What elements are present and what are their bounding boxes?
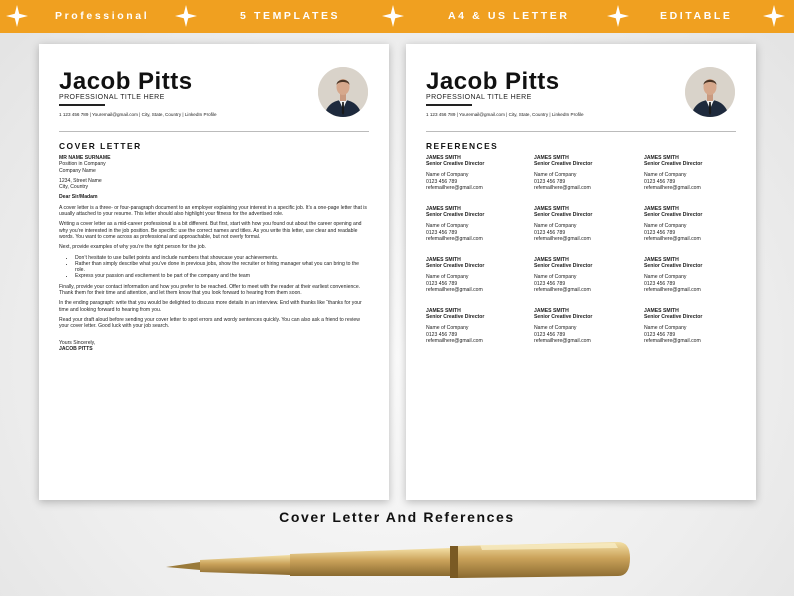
reference-phone: 0123 456 789 <box>644 229 676 236</box>
reference-email: refemailhere@gmail.com <box>426 286 483 293</box>
reference-email: refemailhere@gmail.com <box>534 337 591 344</box>
reference-entry <box>534 155 644 191</box>
signature: JACOB PITTS <box>59 345 93 352</box>
reference-phone: 0123 456 789 <box>426 280 458 287</box>
banner-label-professional: Professional <box>55 10 150 22</box>
reference-name: JAMES SMITH <box>644 155 679 161</box>
reference-entry <box>426 308 534 344</box>
reference-entry <box>644 206 744 242</box>
street-address: 1234, Street Name <box>59 177 102 184</box>
bullet-item: • Express your passion and excitement to be part of the company and the team <box>75 273 369 279</box>
cover-letter-heading: COVER LETTER <box>59 141 142 151</box>
paragraph-3: Next, provide examples of why you’re the right person for the job. <box>59 244 206 251</box>
reference-title: Senior Creative Director <box>426 212 485 219</box>
reference-phone: 0123 456 789 <box>644 178 676 185</box>
banner-label-formats: A4 & US LETTER <box>448 10 570 22</box>
reference-title: Senior Creative Director <box>426 263 485 270</box>
reference-email: refemailhere@gmail.com <box>426 337 483 344</box>
reference-name: JAMES SMITH <box>534 206 569 213</box>
recipient-position: Position in Company <box>59 161 106 168</box>
references-grid <box>426 155 746 344</box>
sparkle-star-icon <box>382 5 404 27</box>
bullet-item: • Rather than simply describe what you’ve done in previous jobs, show the recruiter or hiring manager what you can bring to the role. <box>75 261 369 274</box>
reference-phone: 0123 456 789 <box>534 229 566 236</box>
contact-line: 1 123 456 789 | Youremail@gmail.com | City, State, Country | LinkedIn Profile <box>59 112 217 117</box>
reference-title: Senior Creative Director <box>644 212 703 219</box>
sparkle-star-icon <box>175 5 197 27</box>
paragraph-4: Finally, provide your contact information and how you prefer to be reached. Offer to meet with the reader at their earliest convenience. Thank them for their time and attention, and let them know that you look forward to hearing from them soon. <box>59 283 361 297</box>
candidate-name: Jacob Pitts <box>426 68 560 95</box>
reference-phone: 0123 456 789 <box>534 280 566 287</box>
reference-name: JAMES SMITH <box>644 308 679 315</box>
reference-email: refemailhere@gmail.com <box>426 184 483 191</box>
cover-letter-body <box>59 155 369 356</box>
reference-name: JAMES SMITH <box>534 257 569 264</box>
reference-title: Senior Creative Director <box>644 314 703 321</box>
reference-title: Senior Creative Director <box>644 263 703 270</box>
reference-entry <box>644 308 744 344</box>
reference-company: Name of Company <box>534 325 577 332</box>
paragraph-5: In the ending paragraph: write that you would be delighted to discuss more details in an interview. End with thanks like “thanks for your time and looking forward to hearing from you. <box>59 300 362 313</box>
reference-title: Senior Creative Director <box>534 161 593 168</box>
reference-email: refemailhere@gmail.com <box>644 286 701 293</box>
reference-email: refemailhere@gmail.com <box>644 235 701 242</box>
cover-letter-page <box>39 44 389 500</box>
top-banner <box>0 0 794 33</box>
reference-name: JAMES SMITH <box>644 206 679 213</box>
reference-phone: 0123 456 789 <box>644 280 676 287</box>
reference-email: refemailhere@gmail.com <box>644 184 701 191</box>
reference-phone: 0123 456 789 <box>426 331 458 338</box>
reference-entry <box>644 257 744 293</box>
reference-company: Name of Company <box>426 223 469 230</box>
reference-email: refemailhere@gmail.com <box>534 286 591 293</box>
sparkle-star-icon <box>763 5 785 27</box>
reference-entry <box>426 206 534 242</box>
paragraph-2: Writing a cover letter as a mid-career professional is a bit different. But first, start with how you found out about the career opening and why you’re interested in the job position. Be specific: use the correct names and titles. As you write this letter, use clear and readable words. You want to come across as professional and approachable, but not overly formal. <box>59 221 362 240</box>
reference-name: JAMES SMITH <box>426 206 461 213</box>
reference-entry <box>426 257 534 293</box>
banner-label-templates: 5 TEMPLATES <box>240 10 341 22</box>
professional-title: PROFESSIONAL TITLE HERE <box>59 94 165 101</box>
reference-company: Name of Company <box>644 223 687 230</box>
salutation: Dear Sir/Madam <box>59 194 98 201</box>
reference-name: JAMES SMITH <box>426 155 461 161</box>
reference-phone: 0123 456 789 <box>426 178 458 185</box>
bullet-list <box>75 255 369 280</box>
reference-title: Senior Creative Director <box>534 212 593 219</box>
header-divider <box>426 131 736 132</box>
gold-pen <box>160 536 640 586</box>
reference-email: refemailhere@gmail.com <box>534 184 591 191</box>
reference-title: Senior Creative Director <box>534 263 593 270</box>
reference-name: JAMES SMITH <box>534 155 569 161</box>
references-page <box>406 44 756 500</box>
reference-phone: 0123 456 789 <box>534 178 566 185</box>
professional-title: PROFESSIONAL TITLE HERE <box>426 94 532 101</box>
reference-email: refemailhere@gmail.com <box>534 235 591 242</box>
reference-entry <box>534 257 644 293</box>
reference-entry <box>426 155 534 191</box>
reference-name: JAMES SMITH <box>534 308 569 315</box>
reference-title: Senior Creative Director <box>644 161 703 168</box>
city-country: City, Country <box>59 184 89 191</box>
reference-entry <box>534 206 644 242</box>
paragraph-1: A cover letter is a three- or four-paragraph document to an employer explaining your interest in a specific job. It’s a one-page letter that is usually attached to your resume. This letter should also highlight your fitness for the advertised role. <box>59 204 367 218</box>
closing: Yours Sincerely, <box>59 339 96 346</box>
title-underline <box>426 104 472 106</box>
reference-company: Name of Company <box>644 172 687 179</box>
caption: Cover Letter And References <box>279 509 515 525</box>
reference-company: Name of Company <box>534 172 577 179</box>
references-heading: REFERENCES <box>426 141 499 151</box>
reference-company: Name of Company <box>426 172 469 179</box>
reference-name: JAMES SMITH <box>426 308 461 315</box>
profile-photo <box>685 67 735 117</box>
recipient-name: MR NAME SURNAME <box>59 155 111 161</box>
reference-entry <box>534 308 644 344</box>
reference-phone: 0123 456 789 <box>426 229 458 236</box>
reference-phone: 0123 456 789 <box>534 331 566 338</box>
reference-name: JAMES SMITH <box>426 257 461 264</box>
reference-title: Senior Creative Director <box>426 314 485 321</box>
header-divider <box>59 131 369 132</box>
paragraph-6: Read your draft aloud before sending your cover letter to spot errors and wordy sentences quickly. You can also ask a friend to review your cover letter. Good luck with your job search. <box>59 316 360 330</box>
reference-company: Name of Company <box>644 325 687 332</box>
reference-company: Name of Company <box>534 274 577 281</box>
reference-title: Senior Creative Director <box>426 161 485 168</box>
bullet-item: • Don’t hesitate to use bullet points and include numbers that showcase your achievements. <box>75 255 369 261</box>
reference-company: Name of Company <box>534 223 577 230</box>
title-underline <box>59 104 105 106</box>
contact-line: 1 123 456 789 | Youremail@gmail.com | City, State, Country | LinkedIn Profile <box>426 112 584 117</box>
profile-photo <box>318 67 368 117</box>
banner-label-editable: EDITABLE <box>660 10 733 22</box>
reference-email: refemailhere@gmail.com <box>644 337 701 344</box>
reference-company: Name of Company <box>426 274 469 281</box>
reference-name: JAMES SMITH <box>644 257 679 264</box>
reference-email: refemailhere@gmail.com <box>426 235 483 242</box>
sparkle-star-icon <box>6 5 28 27</box>
reference-title: Senior Creative Director <box>534 314 593 321</box>
reference-entry <box>644 155 744 191</box>
recipient-company: Company Name <box>59 167 96 174</box>
candidate-name: Jacob Pitts <box>59 68 193 95</box>
reference-phone: 0123 456 789 <box>644 331 676 338</box>
reference-company: Name of Company <box>426 325 469 332</box>
reference-company: Name of Company <box>644 274 687 281</box>
sparkle-star-icon <box>607 5 629 27</box>
